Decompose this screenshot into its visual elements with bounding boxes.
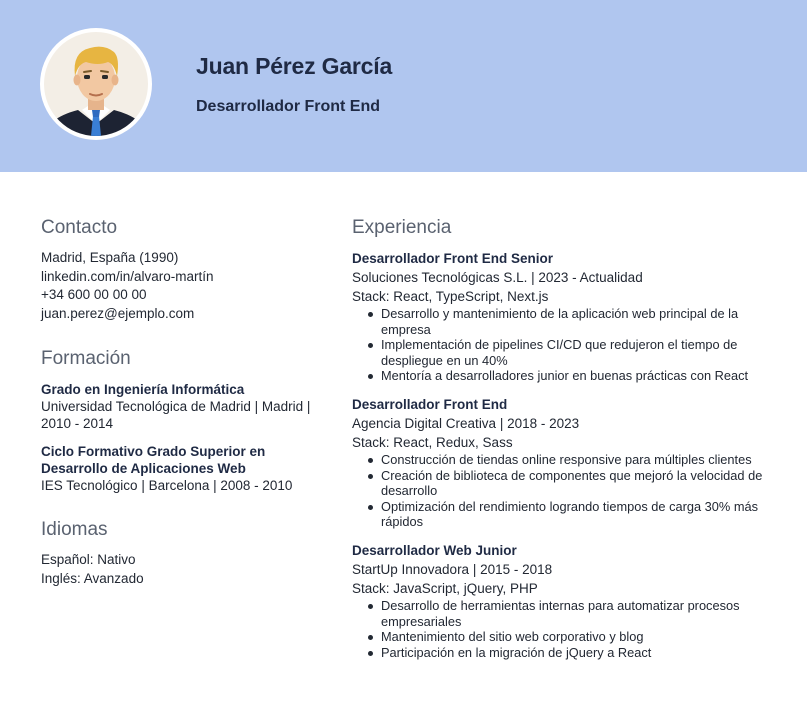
job-achievements <box>352 598 772 660</box>
job-title: Desarrollador Web Junior <box>352 542 517 558</box>
job-entry <box>352 250 772 384</box>
job-bullet: Creación de biblioteca de componentes que mejoró la velocidad de desarrollo <box>381 468 772 499</box>
job-company: Soluciones Tecnológicas S.L. | 2023 - Actualidad <box>352 270 643 285</box>
job-achievements <box>352 306 772 384</box>
education-heading: Formación <box>41 348 131 369</box>
job-title: Desarrollador Front End Senior <box>352 251 554 266</box>
contact-heading: Contacto <box>41 217 118 238</box>
left-column <box>41 214 321 588</box>
header-banner <box>0 0 807 172</box>
job-entry <box>352 396 772 530</box>
education-title: Ciclo Formativo Grado Superior en Desarrollo de Aplicaciones Web <box>41 444 266 476</box>
experience-heading: Experiencia <box>352 217 452 238</box>
job-bullet: Optimización del rendimiento logrando tiempos de carga 30% más rápidos <box>381 499 772 530</box>
job-bullet: Mentoría a desarrolladores junior en buenas prácticas con React <box>381 368 772 384</box>
person-name: Juan Pérez García <box>196 53 393 79</box>
job-stack: Stack: React, TypeScript, Next.js <box>352 289 549 304</box>
education-item <box>41 381 321 432</box>
job-company: Agencia Digital Creativa | 2018 - 2023 <box>352 415 580 431</box>
job-bullet: Implementación de pipelines CI/CD que redujeron el tiempo de despliegue en un 40% <box>381 337 772 368</box>
right-column <box>352 214 772 660</box>
contact-email: juan.perez@ejemplo.com <box>41 305 195 321</box>
languages-heading: Idiomas <box>41 519 108 540</box>
job-company: StartUp Innovadora | 2015 - 2018 <box>352 561 553 577</box>
job-title: Desarrollador Front End <box>352 396 508 412</box>
education-detail: IES Tecnológico | Barcelona | 2008 - 2010 <box>41 478 293 493</box>
contact-location: Madrid, España (1990) <box>41 250 179 265</box>
avatar <box>40 28 152 140</box>
job-role: Desarrollador Front End <box>196 98 381 115</box>
contact-list <box>41 249 321 323</box>
education-detail: Universidad Tecnológica de Madrid | Madrid | 2010 - 2014 <box>41 399 311 431</box>
job-bullet: Construcción de tiendas online responsive para múltiples clientes <box>381 452 772 468</box>
man-avatar-icon <box>44 32 148 136</box>
contact-linkedin: linkedin.com/in/alvaro-martín <box>41 268 214 284</box>
education-item <box>41 443 321 494</box>
contact-phone: +34 600 00 00 00 <box>41 287 147 302</box>
job-stack: Stack: JavaScript, jQuery, PHP <box>352 580 538 596</box>
job-bullet: Desarrollo y mantenimiento de la aplicación web principal de la empresa <box>381 306 772 337</box>
job-bullet: Desarrollo de herramientas internas para automatizar procesos empresariales <box>381 598 772 629</box>
language-item: Inglés: Avanzado <box>41 570 144 586</box>
job-stack: Stack: React, Redux, Sass <box>352 434 513 450</box>
languages-list <box>41 551 321 588</box>
job-achievements <box>352 452 772 530</box>
job-entry <box>352 542 772 660</box>
education-title: Grado en Ingeniería Informática <box>41 382 245 397</box>
job-bullet: Mantenimiento del sitio web corporativo y blog <box>381 629 772 645</box>
language-item: Español: Nativo <box>41 552 136 567</box>
job-bullet: Participación en la migración de jQuery a React <box>381 645 772 661</box>
